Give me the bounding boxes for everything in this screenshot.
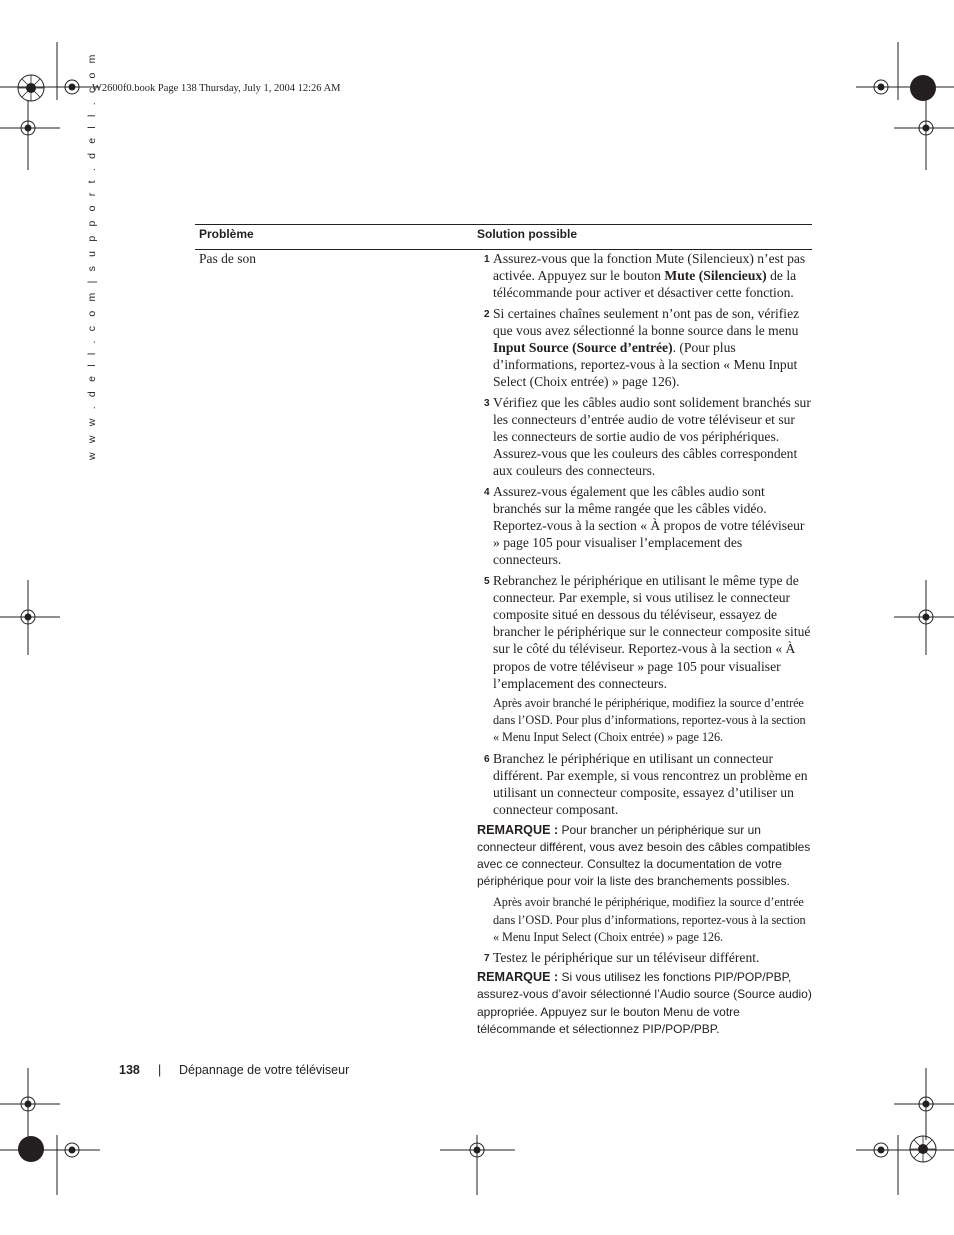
table-top-rule	[195, 224, 812, 225]
sidebar-url: w w w . d e l l . c o m | s u p p o r t . d e l l . c o m	[86, 51, 98, 460]
solution-cell	[477, 250, 813, 1042]
step-followup-text: Après avoir branché le périphérique, modifiez la source d’entrée dans l’OSD. Pour plus d’informations, reportez-vous à la section « Menu Input Select (Choix entrée) » page 126.	[493, 895, 806, 944]
book-file-header: W2600f0.book Page 138 Thursday, July 1, 2004 12:26 AM	[92, 83, 341, 94]
footer-separator: |	[158, 1063, 162, 1077]
note-paragraph: REMARQUE : Pour brancher un périphérique sur un connecteur différent, vous avez besoin des câbles compatibles avec ce connecteur. Consultez la documentation de votre périphérique pour voir la liste des branchements possibles.	[477, 822, 811, 889]
column-header-problem: Problème	[199, 227, 254, 241]
page-number: 138	[119, 1063, 140, 1077]
solution-step: 4 Assurez-vous également que les câbles audio sont branchés sur la même rangée que les câbles vidéo. Reportez-vous à la section « À propos de votre téléviseur » page 105 pour visualiser l’emplacement des connecteurs.	[484, 483, 805, 568]
solution-step: 1 Assurez-vous que la fonction Mute (Silencieux) n’est pas activée. Appuyez sur le bouton Mute (Silencieux) de la télécommande pour activer et désactiver cette fonction.	[484, 251, 806, 301]
column-header-solution: Solution possible	[477, 227, 578, 241]
solution-step: 2 Si certaines chaînes seulement n’ont pas de son, vérifiez que vous avez sélectionné la bonne source dans le menu Input Source (Source d’entrée). (Pour plus d’informations, reportez-vous à la section « Menu Input Select (Choix entrée) » page 126).	[484, 305, 800, 390]
note-label: REMARQUE :	[477, 970, 559, 985]
step-followup-text: Après avoir branché le périphérique, modifiez la source d’entrée dans l’OSD. Pour plus d’informations, reportez-vous à la section « Menu Input Select (Choix entrée) » page 126.	[493, 696, 806, 745]
solution-step: 7 Testez le périphérique sur un téléviseur différent.	[484, 949, 760, 965]
problem-cell: Pas de son	[199, 251, 256, 266]
note-paragraph: REMARQUE : Si vous utilisez les fonctions PIP/POP/PBP, assurez-vous d’avoir sélectionné l’Audio source (Source audio) appropriée. Appuyez sur le bouton Menu de votre télécommande et sélectionnez PIP/POP/PBP.	[477, 970, 812, 1036]
note-label: REMARQUE :	[477, 822, 559, 837]
solution-step: 6 Branchez le périphérique en utilisant un connecteur différent. Par exemple, si vous rencontrez un problème en utilisant un connecteur composite, essayez d’utiliser un connecteur composant.	[484, 750, 808, 818]
solution-step: 3 Vérifiez que les câbles audio sont solidement branchés sur les connecteurs d’entrée audio de votre téléviseur et sur les connecteurs de sortie audio de vos périphériques. Assurez-vous que les couleurs des câbles correspondent aux couleurs des connecteurs.	[484, 394, 811, 479]
solution-step: 5 Rebranchez le périphérique en utilisant le même type de connecteur. Par exemple, si vous utilisez le connecteur composite situé en dessous du téléviseur, essayez de brancher le périphérique sur le connecteur composite situé sur le côté du téléviseur. Reportez-vous à la section « À propos de votre téléviseur » page 105 pour visualiser l’emplacement des connecteurs.	[484, 572, 811, 691]
footer-section-title: Dépannage de votre téléviseur	[179, 1063, 350, 1077]
